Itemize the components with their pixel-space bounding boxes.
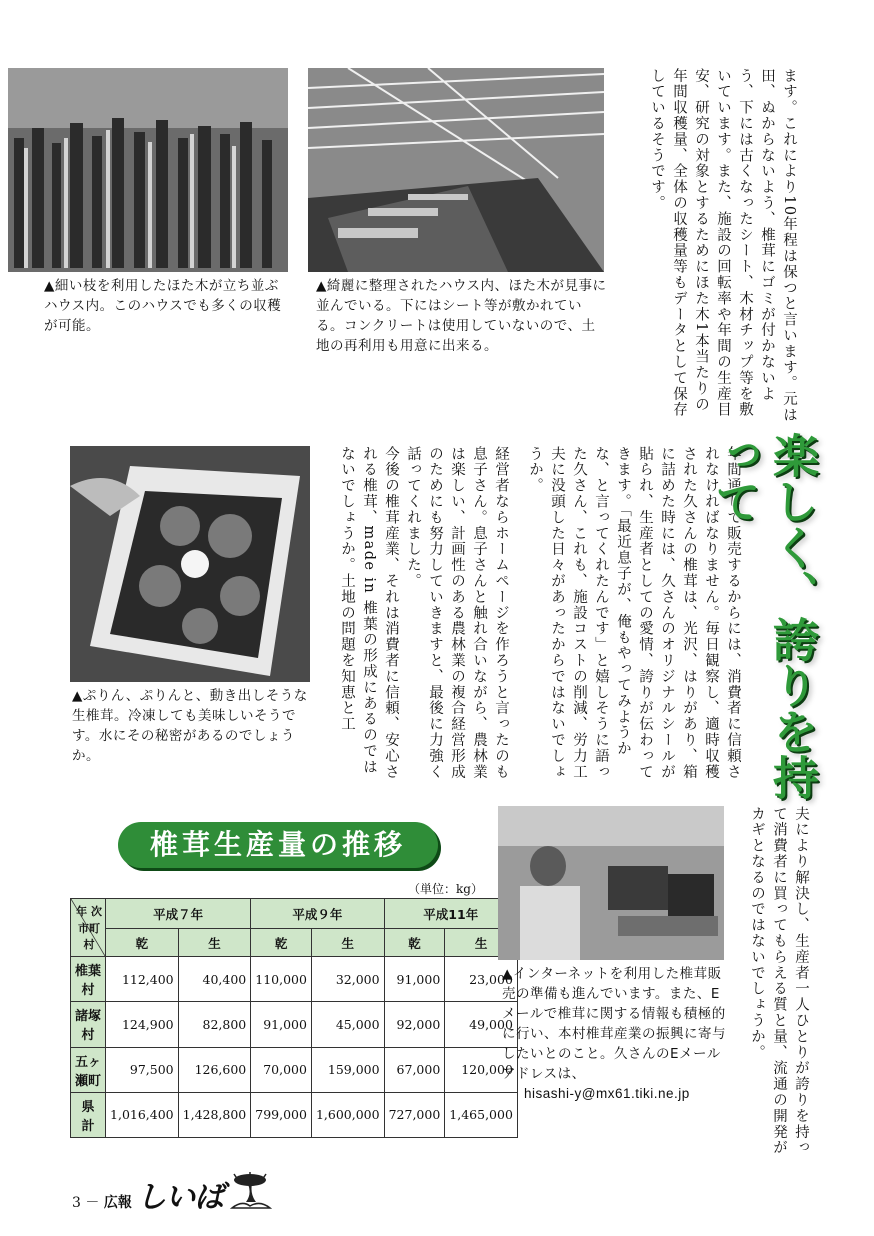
photo-caption-2: ▲綺麗に整理されたハウス内、ほた木が見事に並んでいる。下にはシート等が敷かれている。コンクリートは使用していないので、土地の再利用も用意に出来る。	[316, 278, 607, 354]
cell: 23,000	[445, 957, 518, 1002]
cell: 91,000	[251, 1002, 312, 1047]
sub-header-fresh: 生	[178, 929, 251, 957]
row-label: 県 計	[71, 1092, 106, 1137]
cell: 112,400	[106, 957, 179, 1002]
year-header-h7: 平成７年	[106, 899, 251, 929]
cell: 91,000	[384, 957, 445, 1002]
cell: 97,500	[106, 1047, 179, 1092]
sub-header-fresh: 生	[311, 929, 384, 957]
cell: 1,600,000	[311, 1092, 384, 1137]
cell: 120,000	[445, 1047, 518, 1092]
table-title-badge: 椎茸生産量の推移	[118, 822, 438, 868]
row-label: 五ヶ瀬町	[71, 1047, 106, 1092]
table-row	[71, 957, 518, 1002]
magazine-logo-icon	[228, 1172, 272, 1216]
article-top-column: ます。これにより10年程は保つと言います。元は田、ぬからないよう、椎茸にゴミが付かないよう、下には古くなったシート、木材チップ等を敷いています。また、施設の回転率や年間の生産目安、研究の対象とするためにほた木1本当たりの年間収穫量、全体の収穫量等もデータとして保存しているそうです。	[649, 68, 797, 424]
row-label: 諸塚村	[71, 1002, 106, 1047]
cell: 82,800	[178, 1002, 251, 1047]
article-bottom-column: 夫により解決し、生産者一人ひとりが誇りを持って消費者に買ってもらえる質と量、流通の開発がカギとなるのではないでしょうか。	[749, 806, 809, 1156]
cell: 124,900	[106, 1002, 179, 1047]
page-number: 3	[72, 1195, 81, 1211]
table-row	[71, 1002, 518, 1047]
production-table	[70, 898, 518, 1138]
photo-caption-1: ▲細い枝を利用したほた木が立ち並ぶハウス内。このハウスでも多くの収穫が可能。	[44, 278, 282, 334]
cell: 110,000	[251, 957, 312, 1002]
table-unit: （単位：kg）	[408, 882, 483, 896]
corner-muni-label: 市町村	[78, 922, 100, 951]
article-mid-left-column: 経営者ならホームページを作ろうと言ったのも息子さん。息子さんと触れ合いながら、農林業は楽しい、計画性のある農林業の複合経営形成のためにも努力していきますと、最後に力強く話ってくれました。 今後の椎茸産業、それは消費者に信頼、安心される椎茸、made in 椎葉の形成にあるのではないでしょうか。土地の問題を知恵と工	[339, 446, 509, 780]
cell: 799,000	[251, 1092, 312, 1137]
photo-caption-4-text: ▲インターネットを利用した椎茸販売の準備も進んでいます。また、Eメールで椎茸に関する情報も積極的に行い、本村椎茸産業の振興に寄与したいとのこと。久さんのEメールアドレスは、	[502, 966, 726, 1082]
cell: 1,428,800	[178, 1092, 251, 1137]
cell: 1,465,000	[445, 1092, 518, 1137]
photo-shiitake-box	[70, 446, 310, 682]
sub-header-dry: 乾	[384, 929, 445, 957]
email-address: hisashi-y@mx61.tiki.ne.jp	[524, 1086, 690, 1101]
cell: 70,000	[251, 1047, 312, 1092]
table-row	[71, 1092, 518, 1137]
photo-caption-4	[502, 964, 728, 1104]
cell: 49,000	[445, 1002, 518, 1047]
corner-year-label: 年 次	[76, 905, 103, 918]
page-footer	[72, 1172, 272, 1216]
cell: 1,016,400	[106, 1092, 179, 1137]
row-label: 椎葉村	[71, 957, 106, 1002]
sub-header-dry: 乾	[251, 929, 312, 957]
table-corner	[71, 899, 106, 957]
photo-caption-3: ▲ぷりん、ぷりんと、動き出しそうな生椎茸。冷凍しても美味しいそうです。水にその秘密があるのでしょうか。	[72, 688, 308, 764]
footer-label: 広報	[103, 1195, 132, 1211]
photo-logs-house	[8, 68, 288, 272]
cell: 126,600	[178, 1047, 251, 1092]
sub-header-dry: 乾	[106, 929, 179, 957]
photo-greenhouse-rows	[308, 68, 604, 272]
year-header-h11: 平成11年	[384, 899, 517, 929]
article-mid-right-column: 年間通して販売するからには、消費者に信頼されなければなりません。毎日観察し、適時収穫された久さんの椎茸は、光沢、はりがあり、箱に詰めた時には、久さんのオリジナルシールが貼られ、生産者としての愛情、誇りが伝わってきます。「最近息子が、俺もやってみようかな、と言ってくれたんです」と嬉しそうに語った久さん、これも、施設コストの削減、労力工夫に没頭した日々があったからではないでしょうか。	[527, 446, 741, 780]
sub-header-fresh: 生	[445, 929, 518, 957]
year-header-h9: 平成９年	[251, 899, 384, 929]
cell: 67,000	[384, 1047, 445, 1092]
cell: 40,400	[178, 957, 251, 1002]
cell: 159,000	[311, 1047, 384, 1092]
table-row	[71, 1047, 518, 1092]
photo-computer-user	[498, 806, 724, 960]
cell: 45,000	[311, 1002, 384, 1047]
footer-dash: －	[85, 1195, 100, 1211]
cell: 727,000	[384, 1092, 445, 1137]
cell: 32,000	[311, 957, 384, 1002]
headline: 楽しく、誇りを持って	[708, 432, 820, 800]
cell: 92,000	[384, 1002, 445, 1047]
magazine-title: しいば	[136, 1180, 224, 1215]
